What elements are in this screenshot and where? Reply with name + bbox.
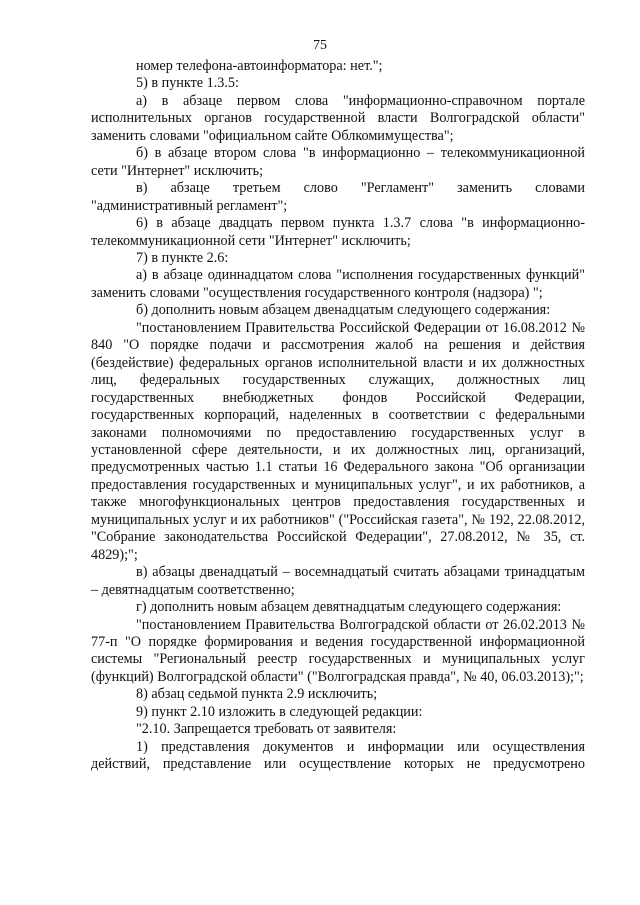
paragraph: г) дополнить новым абзацем девятнадцатым следующего содержания: [136,599,562,616]
paragraph: 9) пункт 2.10 изложить в следующей редакции: [136,703,423,720]
paragraph: в) абзаце третьем слово "Регламент" заменить словами "административный регламент"; [91,180,585,214]
paragraph: в) абзацы двенадцатый – восемнадцатый считать абзацами тринадцатым – девятнадцатым соответственно; [91,564,585,598]
page-number: 75 [313,38,327,53]
paragraph: а) в абзаце одиннадцатом слова "исполнения государственных функций" заменить словами "осуществления государственного контроля (надзора) "; [91,267,585,301]
paragraph: "постановлением Правительства Российской Федерации от 16.08.2012 № 840 "О порядке подачи и рассмотрения жалоб на решения и действия (бездействие) федеральных органов исполнительной власти и их должностных лиц, федеральных государственных служащих, должностных лиц государственных внебюджетных фондов Российской Федерации, государственных корпораций, наделенных в соответствии с федеральными законами полномочиями по предоставлению государственных услуг в установленной сфере деятельности, и их должностных лиц, организаций, предусмотренных частью 1.1 статьи 16 Федерального закона "Об организации предоставления государственных и муниципальных услуг", и их работников, а также многофункциональных центров предоставления государственных и муниципальных услуг и их работников" ("Российская газета", № 192, 22.08.2012, "Собрание законодательства Российской Федерации", 27.08.2012, № 35, ст. 4829);"; [91,319,585,563]
paragraph: 6) в абзаце двадцать первом пункта 1.3.7 слова "в информационно-телекоммуникационной сети "Интернет" исключить; [91,215,585,249]
paragraph: "постановлением Правительства Волгоградской области от 26.02.2013 № 77-п "О порядке формирования и ведения государственной информационной системы "Региональный реестр государственных и муниципальных услуг (функций) Волгоградской области" ("Волгоградская правда", № 40, 06.03.2013);"; [91,616,585,685]
paragraph: б) в абзаце втором слова "в информационно – телекоммуникационной сети "Интернет" исключить; [91,145,585,179]
paragraph: 1) представления документов и информации или осуществления действий, представление или осуществление которых не предусмотрено [91,738,585,773]
paragraph: номер телефона-автоинформатора: нет."; [136,58,383,74]
paragraph: б) дополнить новым абзацем двенадцатым следующего содержания: [136,302,551,319]
paragraph: 7) в пункте 2.6: [136,249,229,266]
document-body [91,58,585,774]
paragraph: "2.10. Запрещается требовать от заявителя: [136,721,397,738]
paragraph: 5) в пункте 1.3.5: [136,75,239,92]
paragraph: а) в абзаце первом слова "информационно-справочном портале исполнительных органов государственной власти Волгоградской области" заменить словами "официальном сайте Облкомимущества"; [91,92,585,144]
paragraph: 8) абзац седьмой пункта 2.9 исключить; [136,686,378,703]
